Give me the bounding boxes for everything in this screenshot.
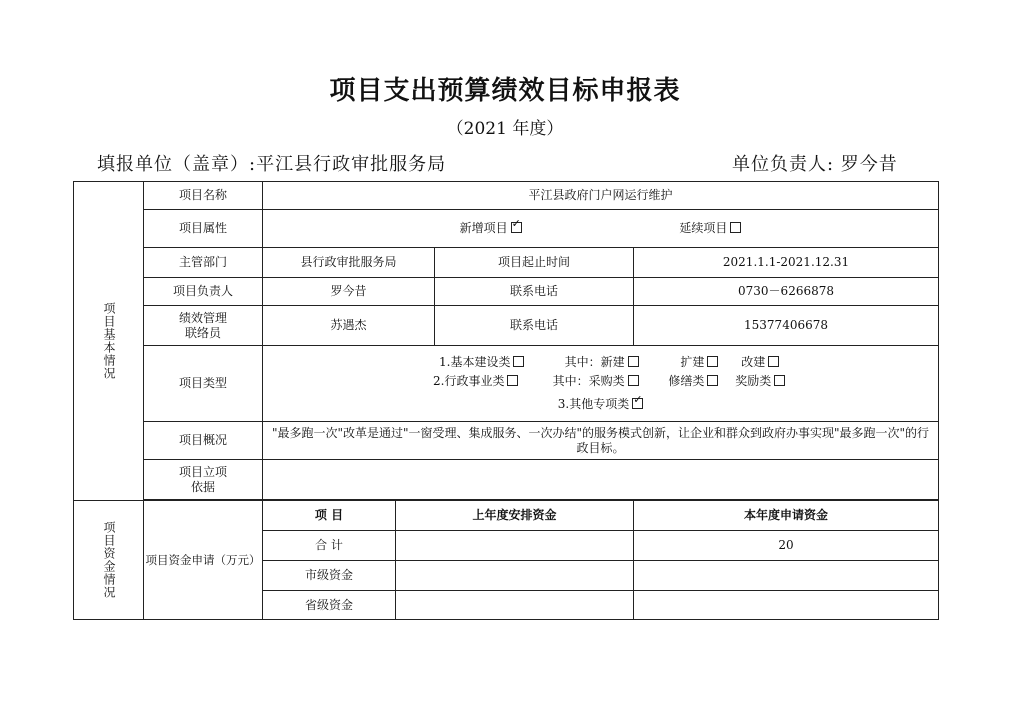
- type-other: 3.其他专项类: [557, 397, 630, 411]
- liaison-label-line1: 绩效管理: [178, 310, 227, 325]
- phone2-value: 15377406678: [634, 306, 939, 346]
- overview-label: 项目概况: [144, 422, 263, 460]
- project-name-label: 项目名称: [144, 182, 263, 210]
- dept-label: 主管部门: [144, 248, 263, 278]
- row-basis: [74, 460, 939, 500]
- attr-new-checkbox[interactable]: [511, 222, 522, 233]
- period-label: 项目起止时间: [435, 248, 634, 278]
- funds-last-province: [396, 591, 634, 620]
- reporting-unit: 填报单位（盖章）:平江县行政审批服务局: [97, 154, 447, 175]
- type-new-build: 其中：新建: [564, 355, 625, 369]
- phone2-label: 联系电话: [435, 306, 634, 346]
- funds-this-province: [634, 591, 939, 620]
- basis-label: [144, 460, 263, 500]
- type-purchase: 其中：采购类: [552, 374, 625, 388]
- liaison-label: [144, 306, 263, 346]
- section-basic-label: 项目基本情况: [74, 182, 144, 501]
- type-basic-build-checkbox[interactable]: [513, 356, 524, 367]
- basis-label-line2: 依据: [190, 479, 215, 494]
- phone-label: 联系电话: [435, 278, 634, 306]
- type-admin: 2.行政事业类: [433, 374, 505, 388]
- type-admin-checkbox[interactable]: [507, 375, 518, 386]
- document-year: （2021 年度）: [446, 119, 564, 139]
- type-basic-build: 1.基本建设类: [439, 355, 511, 369]
- section-funds-label: 项目资金情况: [74, 501, 144, 620]
- liaison-label-line2: 联络员: [184, 325, 221, 340]
- attr-new-label: 新增项目: [459, 221, 508, 235]
- attr-cont-checkbox[interactable]: [730, 222, 741, 233]
- type-purchase-checkbox[interactable]: [628, 375, 639, 386]
- project-name-value: 平江县政府门户网运行维护: [263, 182, 939, 210]
- type-repair-checkbox[interactable]: [707, 375, 718, 386]
- type-reward-checkbox[interactable]: [774, 375, 785, 386]
- type-label: 项目类型: [144, 346, 263, 422]
- funds-header-row: [74, 501, 939, 531]
- type-line-1: [266, 355, 935, 370]
- type-expand-checkbox[interactable]: [707, 356, 718, 367]
- attr-cont-label: 延续项目: [679, 221, 728, 235]
- funds-last-total: [396, 531, 634, 561]
- type-new-build-checkbox[interactable]: [628, 356, 639, 367]
- type-rebuild: 改建: [741, 355, 766, 369]
- row-leader: [74, 278, 939, 306]
- funds-this-total: 20: [634, 531, 939, 561]
- overview-value: "最多跑一次"改革是通过"一窗受理、集成服务、一次办结"的服务模式创新，让企业和群众到政府办事实现"最多跑一次"的行政目标。: [263, 422, 939, 460]
- project-attr-value: [263, 210, 939, 248]
- funds-apply-label: 项目资金申请（万元）: [144, 501, 263, 620]
- col-this-header: 本年度申请资金: [634, 501, 939, 531]
- basis-value: [263, 460, 939, 500]
- document-title: 项目支出预算绩效目标申报表: [329, 76, 681, 106]
- project-attr-label: 项目属性: [144, 210, 263, 248]
- funds-item-city: 市级资金: [263, 561, 396, 591]
- type-reward: 奖励类: [735, 374, 772, 388]
- dept-value: 县行政审批服务局: [263, 248, 435, 278]
- type-rebuild-checkbox[interactable]: [768, 356, 779, 367]
- row-overview: [74, 422, 939, 460]
- basis-label-line1: 项目立项: [178, 464, 227, 479]
- row-project-name: [74, 182, 939, 210]
- leader-value: 罗今昔: [263, 278, 435, 306]
- type-line-3: [266, 397, 935, 412]
- type-repair: 修缮类: [668, 374, 705, 388]
- unit-leader: 单位负责人: 罗今昔: [732, 154, 898, 175]
- type-line-2: [266, 374, 935, 389]
- row-project-type: [74, 346, 939, 422]
- type-other-checkbox[interactable]: [632, 398, 643, 409]
- period-value: 2021.1.1-2021.12.31: [634, 248, 939, 278]
- col-last-header: 上年度安排资金: [396, 501, 634, 531]
- liaison-value: 苏遇杰: [263, 306, 435, 346]
- funds-this-city: [634, 561, 939, 591]
- leader-label: 项目负责人: [144, 278, 263, 306]
- phone-value: 0730－6266878: [634, 278, 939, 306]
- row-dept: [74, 248, 939, 278]
- funds-item-total: 合 计: [263, 531, 396, 561]
- funds-item-province: 省级资金: [263, 591, 396, 620]
- row-liaison: [74, 306, 939, 346]
- report-table: [73, 181, 939, 620]
- funds-last-city: [396, 561, 634, 591]
- row-project-attr: [74, 210, 939, 248]
- type-value: [263, 346, 939, 422]
- type-expand: 扩建: [680, 355, 705, 369]
- col-item-header: 项 目: [263, 501, 396, 531]
